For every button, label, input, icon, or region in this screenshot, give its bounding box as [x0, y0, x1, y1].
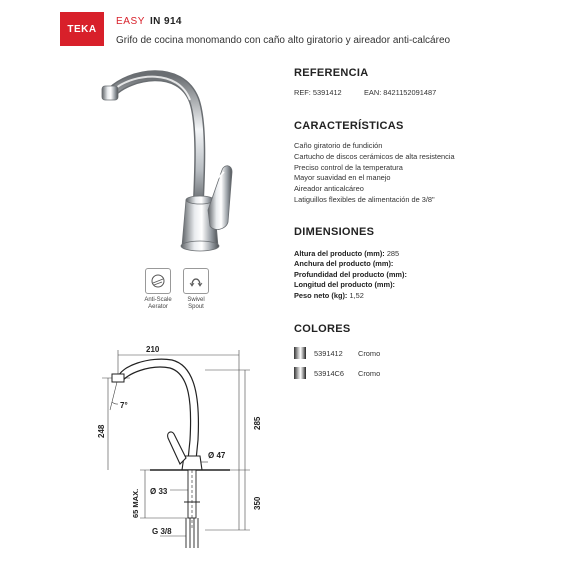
chrome-swatch [294, 347, 306, 359]
dim-height-total: 285 [253, 416, 262, 430]
dim-max-thickness: 65 MAX. [131, 488, 140, 518]
anti-scale-aerator-icon [145, 268, 171, 294]
product-series: EASY [116, 16, 146, 27]
ean-code: EAN: 8421152091487 [364, 88, 437, 97]
dimension-value: 1,52 [349, 290, 364, 300]
dimensiones-title: DIMENSIONES [294, 226, 375, 238]
list-item: Mayor suavidad en el manejo [294, 173, 391, 183]
feature-anti-scale [138, 268, 178, 311]
chrome-swatch [294, 367, 306, 379]
dim-width: 210 [146, 345, 160, 354]
brand-name: TEKA [67, 23, 97, 35]
dimension-row [294, 259, 407, 269]
list-item: Caño giratorio de fundición [294, 141, 383, 150]
list-item: Preciso control de la temperatura [294, 162, 403, 172]
dimension-label: Peso neto (kg): [294, 290, 348, 300]
dim-hose-length: 350 [253, 496, 262, 510]
dim-height-spout: 248 [97, 424, 106, 438]
features-list [294, 141, 455, 206]
feature-label-line2: Aerator [148, 304, 168, 310]
caracteristicas-title: CARACTERÍSTICAS [294, 120, 404, 132]
dimension-label: Longitud del producto (mm): [294, 280, 395, 290]
color-row [294, 347, 380, 359]
product-model: IN 914 [150, 16, 182, 27]
colores-title: COLORES [294, 323, 351, 335]
dimension-row [294, 291, 407, 301]
color-row [294, 367, 380, 379]
faucet-photo [90, 60, 250, 260]
dim-thread: G 3/8 [152, 527, 172, 536]
color-ref: 5391412 [314, 348, 343, 358]
dimension-row [294, 270, 407, 280]
feature-label-line1: Swivel [187, 297, 205, 303]
swivel-spout-icon [183, 268, 209, 294]
color-name: Cromo [358, 368, 381, 378]
dim-diameter-body: Ø 47 [208, 451, 226, 460]
dimension-row [294, 249, 407, 259]
technical-drawing [0, 330, 280, 560]
list-item: Aireador anticalcáreo [294, 184, 364, 194]
feature-swivel [176, 268, 216, 311]
color-ref: 53914C6 [314, 368, 344, 378]
teka-logo [60, 12, 104, 46]
list-item: Cartucho de discos cerámicos de alta resistencia [294, 151, 455, 161]
feature-label-line2: Spout [188, 304, 204, 310]
dim-diameter-base: Ø 33 [150, 487, 168, 496]
dimension-label: Altura del producto (mm): [294, 249, 385, 258]
ref-code: REF: 5391412 [294, 88, 342, 97]
dimension-label: Profundidad del producto (mm): [294, 269, 407, 279]
dimension-row [294, 280, 407, 290]
dimension-value: 285 [386, 249, 400, 258]
dimensions-list [294, 249, 407, 301]
referencia-title: REFERENCIA [294, 67, 369, 79]
dimension-label: Anchura del producto (mm): [294, 259, 394, 269]
feature-label-line1: Anti-Scale [144, 297, 172, 303]
dim-angle: 7° [120, 401, 128, 410]
product-description: Grifo de cocina monomando con caño alto giratorio y aireador anti-calcáreo [116, 35, 451, 46]
list-item: Latiguillos flexibles de alimentación de 3/8" [294, 194, 435, 204]
color-name: Cromo [358, 348, 381, 358]
